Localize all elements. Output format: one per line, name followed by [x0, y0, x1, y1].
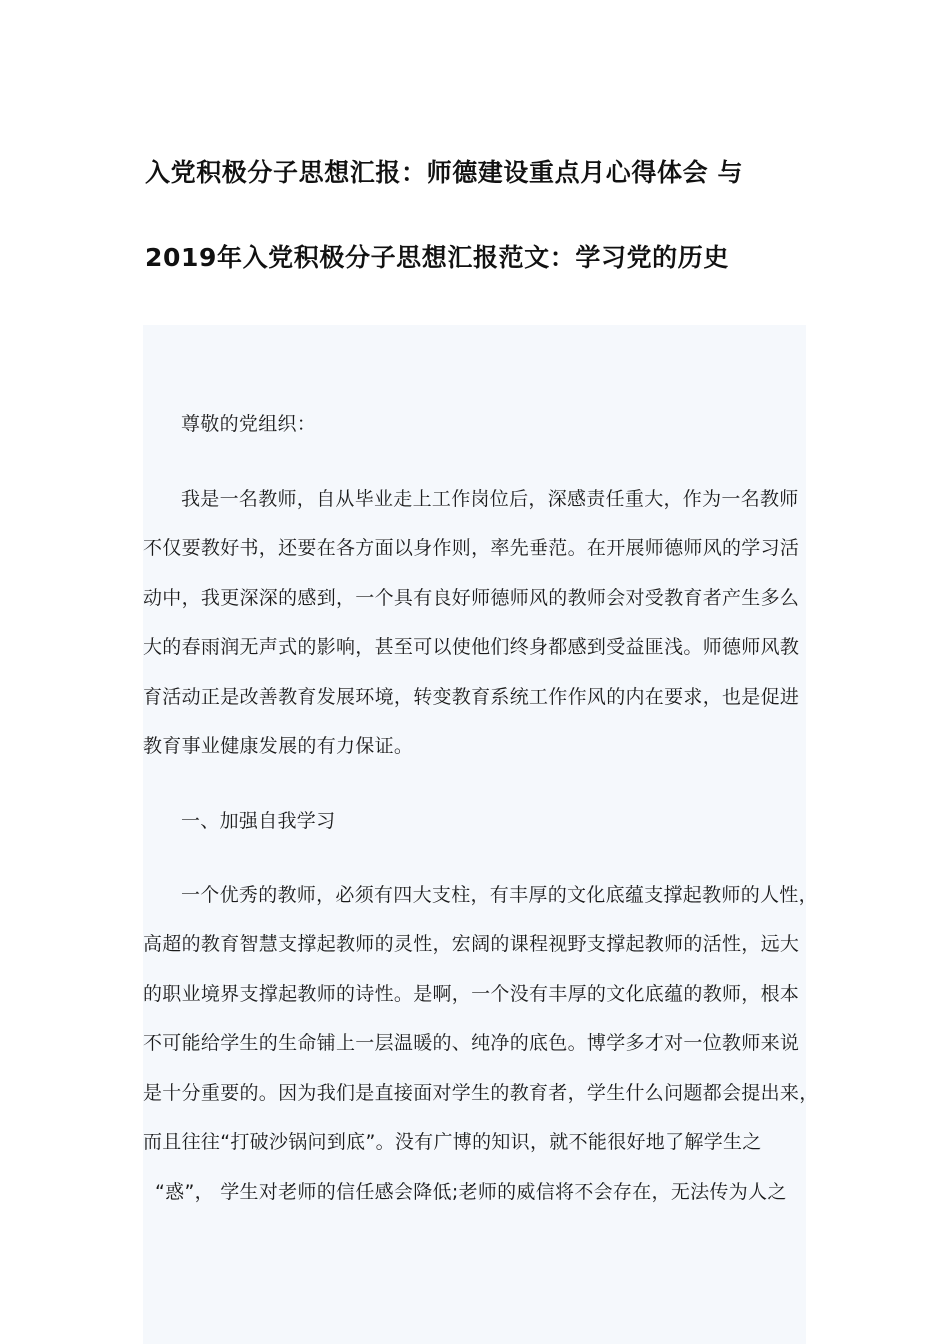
- paragraph-line: 不仅要教好书，还要在各方面以身作则，率先垂范。在开展师德师风的学习活: [143, 537, 800, 559]
- document-title-line-1: 入党积极分子思想汇报：师德建设重点月心得体会 与: [145, 158, 744, 187]
- section-heading: 一、加强自我学习: [181, 810, 336, 832]
- paragraph-line: 大的春雨润无声式的影响，甚至可以使他们终身都感到受益匪浅。师德师风教: [143, 636, 800, 658]
- paragraph-line: 一个优秀的教师，必须有四大支柱，有丰厚的文化底蕴支撑起教师的人性，: [181, 884, 818, 906]
- paragraph-line: 的职业境界支撑起教师的诗性。是啊，一个没有丰厚的文化底蕴的教师，根本: [143, 983, 800, 1005]
- paragraph-line: 而且往往“打破沙锅问到底”。没有广博的知识，就不能很好地了解学生之: [143, 1131, 762, 1153]
- paragraph-line: 不可能给学生的生命铺上一层温暖的、纯净的底色。博学多才对一位教师来说: [143, 1032, 800, 1054]
- paragraph-line: “惑”， 学生对老师的信任感会降低;老师的威信将不会存在，无法传为人之: [155, 1181, 787, 1203]
- paragraph-line: 我是一名教师，自从毕业走上工作岗位后，深感责任重大，作为一名教师: [181, 488, 799, 510]
- salutation: 尊敬的党组织：: [181, 413, 317, 435]
- paragraph-line: 动中，我更深深的感到，一个具有良好师德师风的教师会对受教育者产生多么: [143, 587, 800, 609]
- paragraph-line: 高超的教育智慧支撑起教师的灵性，宏阔的课程视野支撑起教师的活性，远大: [143, 933, 800, 955]
- document-title-line-2: 2019年入党积极分子思想汇报范文：学习党的历史: [145, 243, 729, 272]
- paragraph-line: 育活动正是改善教育发展环境，转变教育系统工作作风的内在要求，也是促进: [143, 686, 800, 708]
- paragraph-line: 是十分重要的。因为我们是直接面对学生的教育者，学生什么问题都会提出来，: [143, 1082, 819, 1104]
- paragraph-line: 教育事业健康发展的有力保证。: [143, 735, 414, 757]
- document-body: [143, 325, 819, 1344]
